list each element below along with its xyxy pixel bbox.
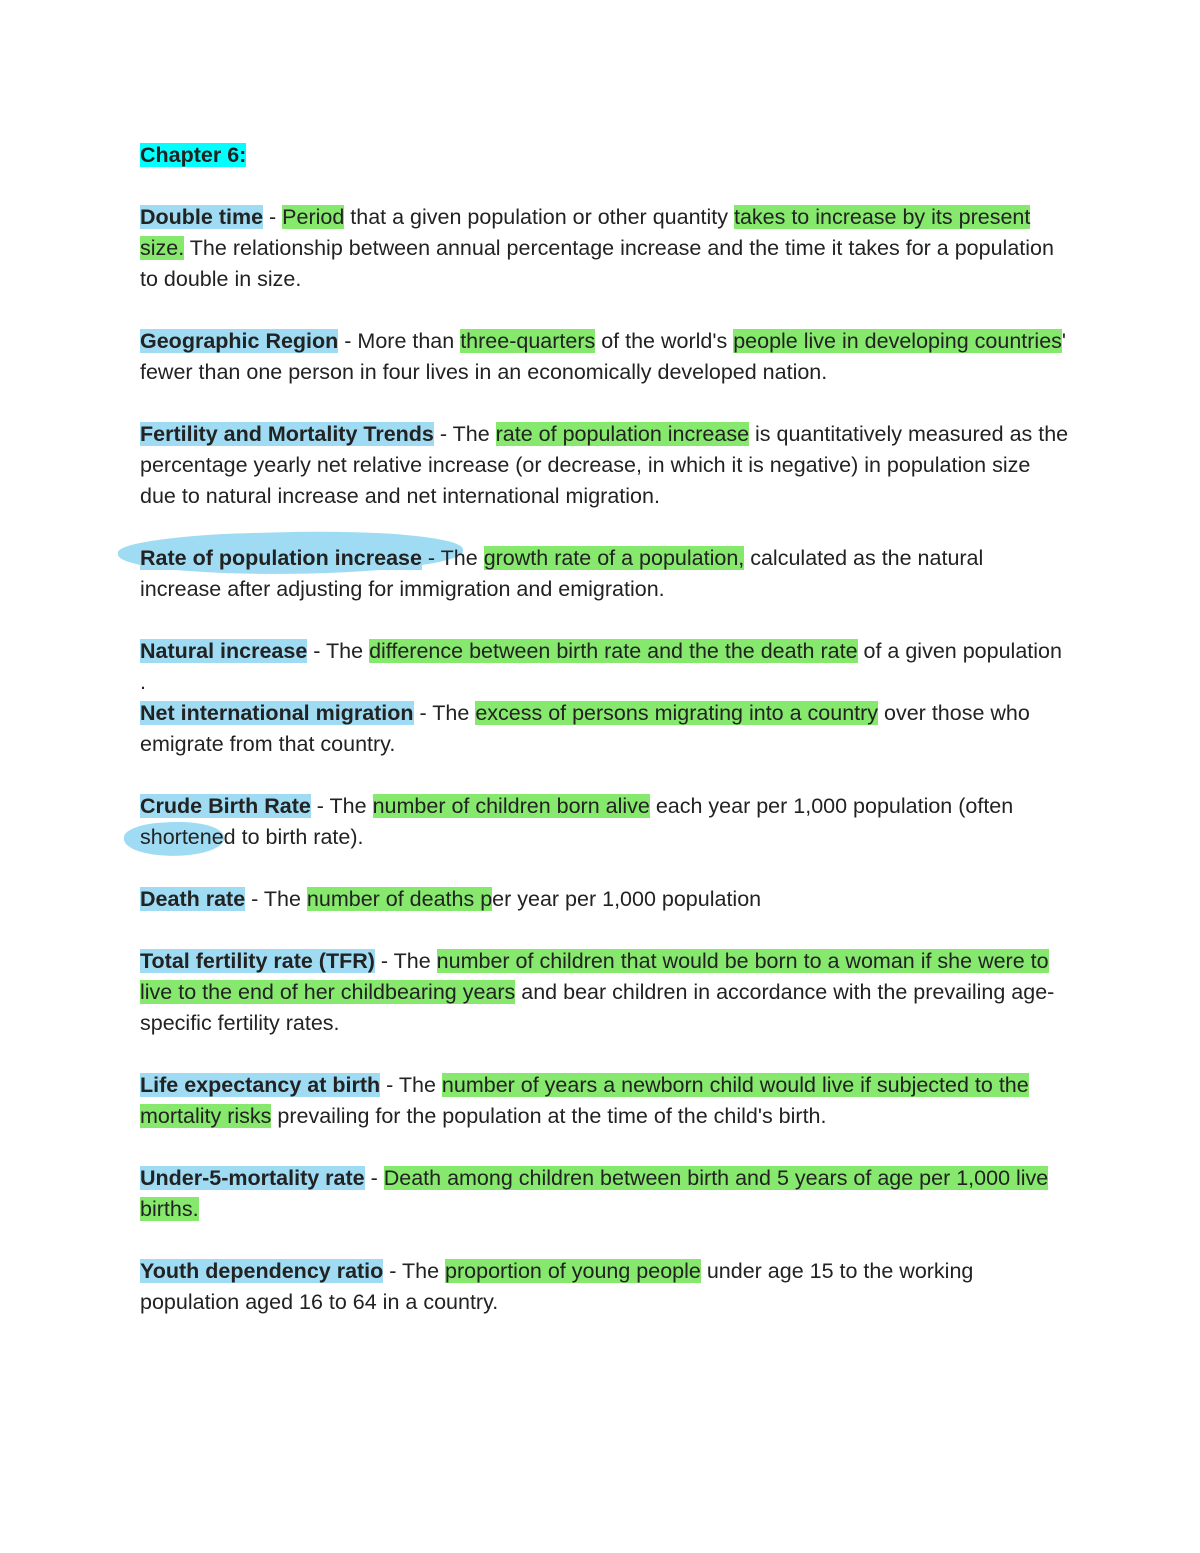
definition-term: Death rate [140, 887, 246, 911]
definition-text: of the world's [595, 329, 734, 353]
definition-entry [140, 1163, 1070, 1225]
definition-text: - The [310, 794, 373, 818]
highlighted-text: three-quarters [460, 329, 596, 353]
definition-entry [140, 884, 1070, 915]
definition-entry [140, 698, 1070, 760]
definition-text: - The [433, 422, 496, 446]
definition-term: Under-5-mortality rate [140, 1166, 365, 1190]
definition-text: - The [380, 1073, 442, 1097]
definition-text: and bear children in accordance with the prevailing age-specific fertility rates. [140, 980, 1055, 1035]
highlighted-text: excess of persons migrating into a country [475, 701, 879, 725]
highlighted-text: number of children that would be born to a woman if she were to live to the end of her childbearing years [140, 949, 1049, 1004]
definition-text: - The [245, 887, 307, 911]
definition-entry [140, 636, 1070, 667]
definition-term: Crude Birth Rate [140, 794, 311, 818]
document-page [140, 140, 1070, 1349]
definition-entry [140, 326, 1070, 388]
highlighted-text: number of years a newborn child would live if subjected to the mortality risks [140, 1073, 1029, 1128]
definition-entry [140, 419, 1070, 512]
definition-text: - The [421, 546, 484, 570]
definition-term: Rate of population increase [140, 546, 422, 570]
definition-text: that a given population or other quantity [344, 205, 734, 229]
definition-entry [140, 791, 1070, 853]
highlighted-text: number of deaths p [306, 887, 493, 911]
definition-text: - [263, 205, 283, 229]
highlighted-text: growth rate of a population, [483, 546, 745, 570]
definition-text: - The [413, 701, 476, 725]
definition-term: Natural increase [140, 639, 308, 663]
highlighted-text: proportion of young people [445, 1259, 701, 1283]
definition-text: - More than [338, 329, 461, 353]
stray-dot: . [140, 670, 146, 694]
definition-entry [140, 1070, 1070, 1132]
definition-text: - The [307, 639, 370, 663]
definition-term: Youth dependency ratio [140, 1259, 384, 1283]
definition-entry [140, 202, 1070, 295]
definition-term: Net international migration [140, 701, 414, 725]
definition-text: of a given population [857, 639, 1062, 663]
chapter-heading [140, 140, 1070, 171]
highlighted-text: people live in developing countries [733, 329, 1062, 353]
chapter-title: Chapter 6: [140, 143, 247, 167]
definition-entry [140, 946, 1070, 1039]
definition-text: over those who emigrate from that country. [140, 701, 1030, 756]
definitions-list [140, 202, 1070, 1318]
definition-entry [140, 543, 1070, 605]
definition-text: each year per 1,000 population (often shortened to birth rate). [140, 794, 1014, 849]
highlighted-text: Death among children between birth and 5 years of age per 1,000 live births. [140, 1166, 1049, 1221]
definition-term: Double time [140, 205, 264, 229]
definition-text: is quantitatively measured as the percentage yearly net relative increase (or decrease, in which it is negative) in population size due to natural increase and net international migration. [140, 422, 1069, 508]
definition-text: - The [383, 1259, 446, 1283]
definition-text: prevailing for the population at the time of the child's birth. [271, 1104, 827, 1128]
definition-text: calculated as the natural increase after adjusting for immigration and emigration. [140, 546, 984, 601]
definition-text: - The [374, 949, 437, 973]
definition-text: The relationship between annual percentage increase and the time it takes for a population to double in size. [140, 236, 1054, 291]
definition-term: Geographic Region [140, 329, 339, 353]
definition-text: - [364, 1166, 384, 1190]
definition-term: Life expectancy at birth [140, 1073, 381, 1097]
definition-entry [140, 1256, 1070, 1318]
highlighted-text: rate of population increase [495, 422, 750, 446]
highlighted-text: Period [282, 205, 345, 229]
highlighted-text: number of children born alive [372, 794, 650, 818]
highlighted-text: difference between birth rate and the the death rate [369, 639, 858, 663]
definition-term: Total fertility rate (TFR) [140, 949, 375, 973]
definition-text: er year per 1,000 population [492, 887, 762, 911]
definition-text: ' fewer than one person in four lives in an economically developed nation. [140, 329, 1067, 384]
definition-term: Fertility and Mortality Trends [140, 422, 434, 446]
definition-text: under age 15 to the working population aged 16 to 64 in a country. [140, 1259, 974, 1314]
highlighted-text: takes to increase by its present size. [140, 205, 1031, 260]
